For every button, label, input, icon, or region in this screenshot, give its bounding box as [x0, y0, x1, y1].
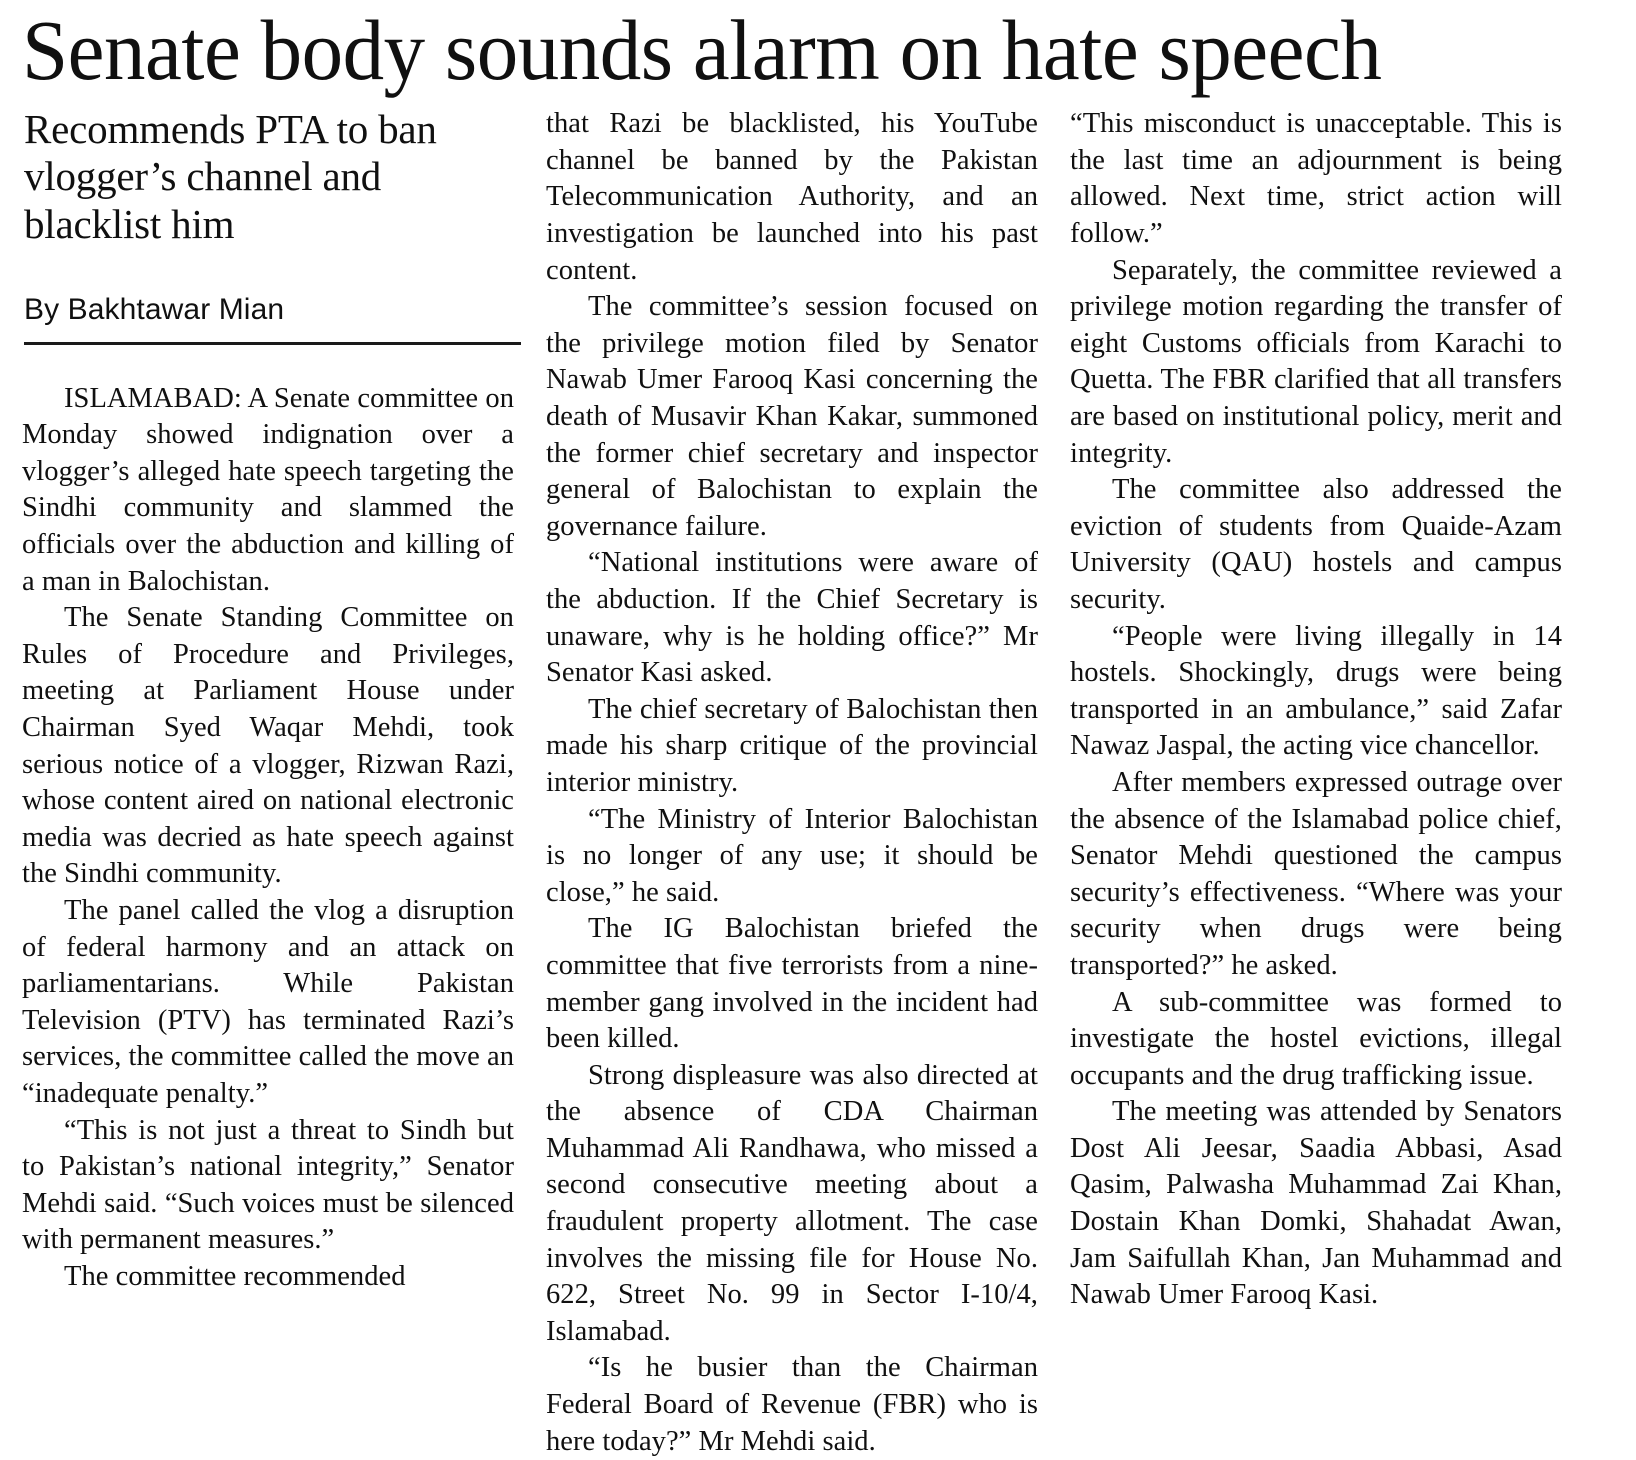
paragraph: that Razi be blacklisted, his YouTube channel be banned by the Pakistan Telecommunication Authority, and an investigation be launched into his past content. — [546, 108, 1038, 286]
paragraph: Separately, the committee reviewed a privilege motion regarding the transfer of eight Customs officials from Karachi to Quetta. The FBR clarified that all transfers are based on institutional policy, merit and integrity. — [1070, 254, 1562, 469]
newspaper-page — [0, 2, 1636, 1457]
paragraph: The meeting was attended by Senators Dost Ali Jeesar, Saadia Abbasi, Asad Qasim, Palwasha Muhammad Zai Khan, Dostain Khan Domki, Shahadat Awan, Jam Saifullah Khan, Jan Muhammad and Nawab Umer Farooq Kasi. — [1070, 1096, 1562, 1311]
column-3-body — [1070, 106, 1562, 1314]
article-column-3 — [1070, 106, 1562, 1314]
paragraph: The committee also addressed the eviction of students from Quaide-Azam University (QAU) hostels and campus security. — [1070, 474, 1562, 615]
article-columns — [22, 106, 1614, 1460]
paragraph: The chief secretary of Balochistan then made his sharp critique of the provincial interior ministry. — [546, 693, 1038, 798]
column-1-body — [22, 381, 514, 1296]
paragraph: “The Ministry of Interior Balochistan is no longer of any use; it should be close,” he said. — [546, 803, 1038, 908]
column-2-body — [546, 106, 1038, 1460]
paragraph: “National institutions were aware of the abduction. If the Chief Secretary is unaware, why is he holding office?” Mr Senator Kasi asked. — [546, 547, 1038, 689]
paragraph: Strong displeasure was also directed at the absence of CDA Chairman Muhammad Ali Randhawa, who missed a second consecutive meeting about a fraudulent property allotment. The case involves the missing file for House No. 622, Street No. 99 in Sector I-10/4, Islamabad. — [546, 1059, 1038, 1347]
article-byline: By Bakhtawar Mian — [24, 292, 285, 326]
paragraph: The IG Balochistan briefed the committee that five terrorists from a nine-member gang involved in the incident had been killed. — [546, 913, 1038, 1055]
paragraph: “This misconduct is unacceptable. This is the last time an adjournment is being allowed. Next time, strict action will follow.” — [1070, 108, 1562, 250]
paragraph: The panel called the vlog a disruption of federal harmony and an attack on parliamentarians. While Pakistan Television (PTV) has terminated Razi’s services, the committee called the move an “inadequate penalty.” — [22, 895, 514, 1109]
paragraph: After members expressed outrage over the absence of the Islamabad police chief, Senator Mehdi questioned the campus security’s effectiveness. “Where was your security when drugs were being transported?” he asked. — [1070, 766, 1562, 981]
paragraph: The committee’s session focused on the privilege motion filed by Senator Nawab Umer Farooq Kasi concerning the death of Musavir Khan Kakar, summoned the former chief secretary and inspector general of Balochistan to explain the governance failure. — [546, 291, 1038, 542]
paragraph: “Is he busier than the Chairman Federal Board of Revenue (FBR) who is here today?” Mr Mehdi said. — [546, 1352, 1038, 1457]
article-deck: Recommends PTA to ban vlogger’s channel and blacklist him — [24, 106, 437, 247]
paragraph: ISLAMABAD: A Senate committee on Monday showed indignation over a vlogger’s alleged hate speech targeting the Sindhi community and slammed the officials over the abduction and killing of a man in Balochistan. — [22, 382, 514, 597]
paragraph: “This is not just a threat to Sindh but to Pakistan’s national integrity,” Senator Mehdi said. “Such voices must be silenced with permanent measures.” — [22, 1114, 514, 1256]
paragraph: “People were living illegally in 14 hostels. Shockingly, drugs were being transported in an ambulance,” said Zafar Nawaz Jaspal, the acting vice chancellor. — [1070, 620, 1562, 762]
paragraph: The committee recommended — [64, 1260, 406, 1292]
paragraph: The Senate Standing Committee on Rules of Procedure and Privileges, meeting at Parliament House under Chairman Syed Waqar Mehdi, took serious notice of a vlogger, Rizwan Razi, whose content aired on national electronic media was decried as hate speech against the Sindhi community. — [22, 602, 514, 890]
page-title: Senate body sounds alarm on hate speech — [22, 2, 1382, 98]
paragraph: A sub-committee was formed to investigate the hostel evictions, illegal occupants and the drug trafficking issue. — [1070, 986, 1562, 1091]
article-column-2 — [546, 106, 1038, 1460]
byline-divider — [24, 342, 521, 345]
article-column-1 — [22, 106, 514, 1295]
